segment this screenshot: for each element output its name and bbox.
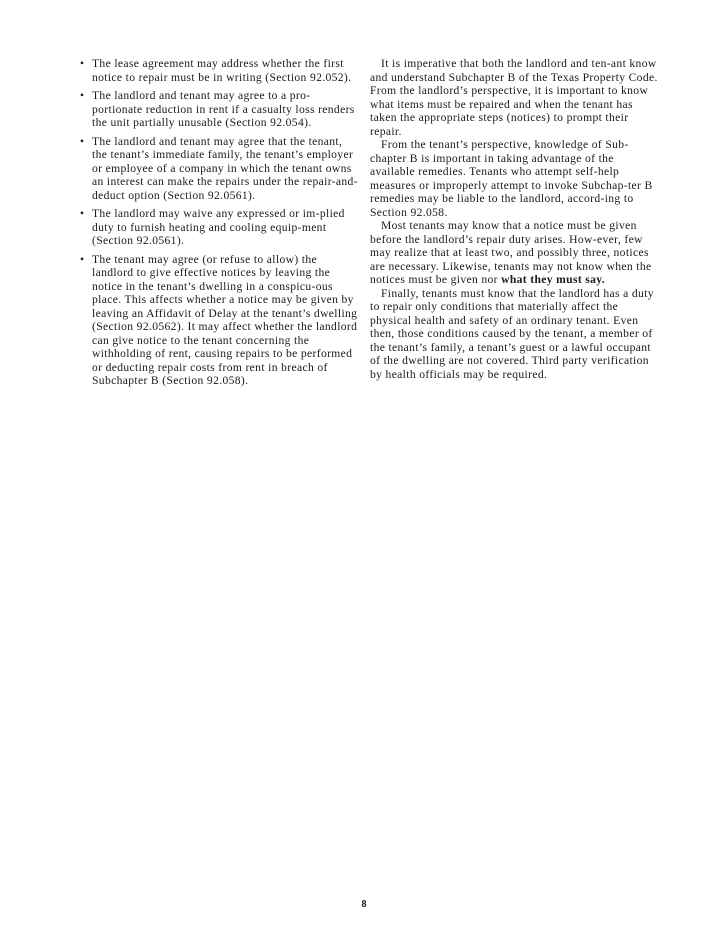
- page-number: 8: [361, 899, 367, 910]
- bullet-dot: •: [80, 57, 85, 70]
- bullet-dot: •: [80, 207, 85, 220]
- left-column: [78, 57, 360, 393]
- bullet-item: [78, 135, 360, 203]
- bullet-list: [78, 57, 360, 388]
- bullet-text: The landlord may waive any expressed or im-plied duty to furnish heating and cooling equip-ment (Section 92.0561).: [92, 207, 345, 247]
- paragraph-text: Most tenants may know that a notice must be given before the landlord’s repair duty arises. How-ever, few may realize that at least two, and possibly three, notices are necessary. Likewise, tenants may not know when the notices must be given nor: [370, 219, 652, 286]
- bullet-dot: •: [80, 134, 85, 148]
- bullet-dot: •: [80, 252, 85, 266]
- bullet-item: [78, 207, 360, 248]
- bullet-text: The landlord and tenant may agree to a pro-portionate reduction in rent if a casualty loss renders the unit partially unusable (Section 92.054).: [92, 89, 355, 129]
- bullet-dot: •: [80, 89, 85, 102]
- bullet-text: The landlord and tenant may agree that the tenant, the tenant’s immediate family, the tenant’s employer or employee of a company in which the tenant owns an interest can make the repairs under the repair-and-deduct option (Section 92.0561).: [92, 134, 358, 202]
- paragraph: From the tenant’s perspective, knowledge of Sub-chapter B is important in taking advantage of the available remedies. Tenants who attempt self-help measures or improperly attempt to invoke Subchap-ter B remedies may be liable to the landlord, accord-ing to Section 92.058.: [370, 138, 653, 219]
- bold-emphasis: what they must say.: [501, 273, 606, 286]
- paragraph: It is imperative that both the landlord and ten-ant know and understand Subchapter B of the Texas Property Code. From the landlord’s perspective, it is important to know what items must be repaired and when the tenant has taken the appropriate steps (notices) to prompt their repair.: [370, 57, 658, 138]
- bullet-item: [78, 57, 360, 84]
- bullet-text: The tenant may agree (or refuse to allow) the landlord to give effective notices by leaving the notice in the tenant’s dwelling in a conspicu-ous place. This affects whether a notice may be given by leaving an Affidavit of Delay at the tenant’s dwelling (Section 92.0562). It may affect whether the landlord can give notice to the tenant concerning the withholding of rent, causing repairs to be performed or deducting repair costs from rent in breach of Subchapter B (Section 92.058).: [92, 252, 358, 387]
- right-column: [370, 57, 660, 381]
- paragraph: Finally, tenants must know that the landlord has a duty to repair only conditions that materially affect the physical health and safety of an ordinary tenant. Even then, those conditions caused by the tenant, a member of the tenant’s family, a tenant’s guest or a lawful occupant of the dwelling are not covered. Third party verification by health officials may be required.: [370, 286, 654, 381]
- paragraph: [370, 219, 660, 287]
- bullet-item: [78, 89, 360, 130]
- bullet-text: The lease agreement may address whether the first notice to repair must be in writing (Section 92.052).: [92, 57, 352, 84]
- bullet-item: [78, 253, 360, 388]
